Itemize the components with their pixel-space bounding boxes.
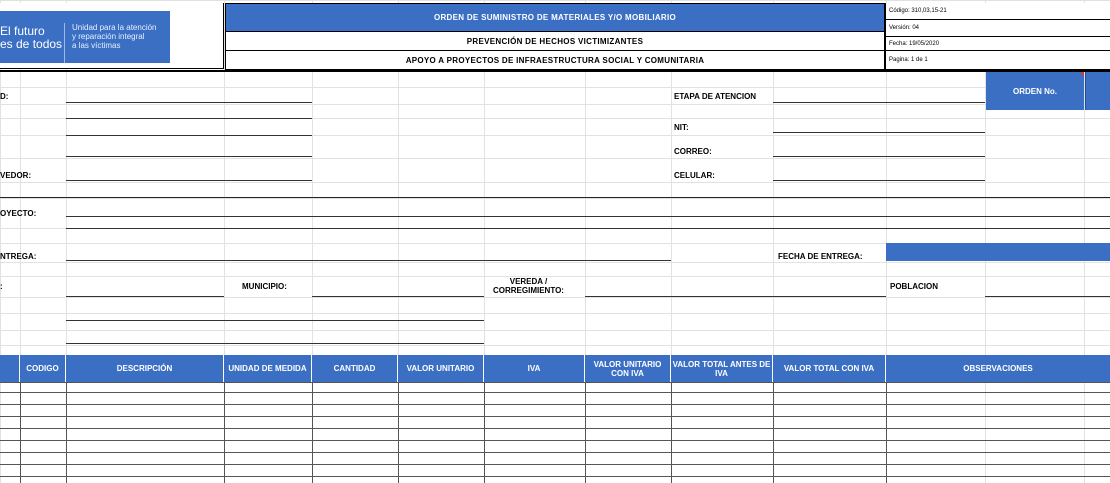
extra-line[interactable] xyxy=(66,320,484,321)
entrega-label: NTREGA: xyxy=(0,252,37,261)
field-line[interactable] xyxy=(66,135,312,136)
departamento-label: : xyxy=(0,282,3,291)
table-row xyxy=(0,416,1110,417)
table-col-line xyxy=(20,382,21,483)
table-row xyxy=(0,440,1110,441)
col-header-cantidad[interactable]: CANTIDAD xyxy=(312,355,398,382)
extra-line-2[interactable] xyxy=(66,343,484,344)
entrega-field[interactable] xyxy=(66,260,671,261)
field-line[interactable] xyxy=(66,156,312,157)
logo-main-text: El futuro es de todos xyxy=(0,24,63,51)
table-col-line xyxy=(484,382,485,483)
proyecto-field-2[interactable] xyxy=(66,228,1110,229)
table-col-line xyxy=(585,382,586,483)
program-title: APOYO A PROYECTOS DE INFRAESTRUCTURA SOCIAL Y COMUNITARIA xyxy=(225,51,885,70)
celular-field[interactable] xyxy=(773,180,985,181)
col-header-codigo[interactable]: CODIGO xyxy=(20,355,66,382)
field-line[interactable] xyxy=(66,118,312,119)
comment-indicator-icon xyxy=(1080,72,1084,76)
correo-field[interactable] xyxy=(773,156,985,157)
table-row xyxy=(0,464,1110,465)
poblacion-label: POBLACION xyxy=(890,282,938,291)
table-row xyxy=(0,382,1110,383)
col-header-iva[interactable]: IVA xyxy=(484,355,585,382)
col-header-unidad[interactable]: UNIDAD DE MEDIDA xyxy=(224,355,312,382)
codigo-cell: Código: 310,03,15-21 xyxy=(885,3,1110,20)
etapa-field[interactable] xyxy=(773,102,985,103)
etapa-label: ETAPA DE ATENCION xyxy=(674,92,757,101)
proyecto-field[interactable] xyxy=(66,216,1110,217)
proveedor-label: VEDOR: xyxy=(0,171,32,180)
col-header-total-con-iva[interactable]: VALOR TOTAL CON IVA xyxy=(773,355,886,382)
form-subtitle: PREVENCIÓN DE HECHOS VICTIMIZANTES xyxy=(225,32,885,51)
table-col-line xyxy=(66,382,67,483)
table-row xyxy=(0,404,1110,405)
table-col-line xyxy=(312,382,313,483)
nombre-label: D: xyxy=(0,92,9,101)
col-header-valor-unitario-iva[interactable]: VALOR UNITARIO CON IVA xyxy=(585,355,671,382)
col-header-total-antes-iva[interactable]: VALOR TOTAL ANTES DE IVA xyxy=(671,355,773,382)
logo-divider xyxy=(64,23,65,63)
table-header-blank xyxy=(0,355,20,382)
section-divider xyxy=(0,197,1110,198)
table-row xyxy=(0,428,1110,429)
table-col-line xyxy=(671,382,672,483)
orden-number-cell[interactable] xyxy=(1085,72,1110,110)
table-col-line xyxy=(886,382,887,483)
table-col-line xyxy=(773,382,774,483)
table-col-line xyxy=(224,382,225,483)
fecha-entrega-label: FECHA DE ENTREGA: xyxy=(778,252,863,261)
logo-area xyxy=(0,3,224,69)
celular-label: CELULAR: xyxy=(674,171,715,180)
nit-label: NIT: xyxy=(674,123,689,132)
col-header-valor-unitario[interactable]: VALOR UNITARIO xyxy=(398,355,484,382)
vereda-label: VEREDA / CORREGIMIENTO: xyxy=(493,277,564,295)
col-header-observaciones[interactable]: OBSERVACIONES xyxy=(886,355,1110,382)
municipio-field[interactable] xyxy=(312,296,484,297)
logo-sub-text: Unidad para la atención y reparación integral a las víctimas xyxy=(72,23,157,50)
poblacion-field[interactable] xyxy=(985,296,1110,297)
table-row xyxy=(0,476,1110,477)
orden-label: ORDEN No. xyxy=(986,72,1084,110)
pagina-cell: Pagina: 1 de 1 xyxy=(885,51,1110,70)
header-divider xyxy=(0,70,1110,72)
vereda-field[interactable] xyxy=(585,296,886,297)
nombre-field[interactable] xyxy=(66,102,312,103)
brand-logo xyxy=(0,11,170,63)
proyecto-label: OYECTO: xyxy=(0,209,37,218)
table-row xyxy=(0,392,1110,393)
col-header-descripcion[interactable]: DESCRIPCIÓN xyxy=(66,355,224,382)
form-title: ORDEN DE SUMINISTRO DE MATERIALES Y/O MOBILIARIO xyxy=(225,3,885,32)
table-row xyxy=(0,452,1110,453)
correo-label: CORREO: xyxy=(674,147,712,156)
municipio-label: MUNICIPIO: xyxy=(242,282,287,291)
table-col-line xyxy=(398,382,399,483)
fecha-cell: Fecha: 19/05/2020 xyxy=(885,37,1110,51)
departamento-field[interactable] xyxy=(66,296,224,297)
version-cell: Versión: 04 xyxy=(885,20,1110,37)
fecha-entrega-field[interactable] xyxy=(886,243,1110,261)
nit-field[interactable] xyxy=(773,132,985,133)
proveedor-field[interactable] xyxy=(66,180,312,181)
